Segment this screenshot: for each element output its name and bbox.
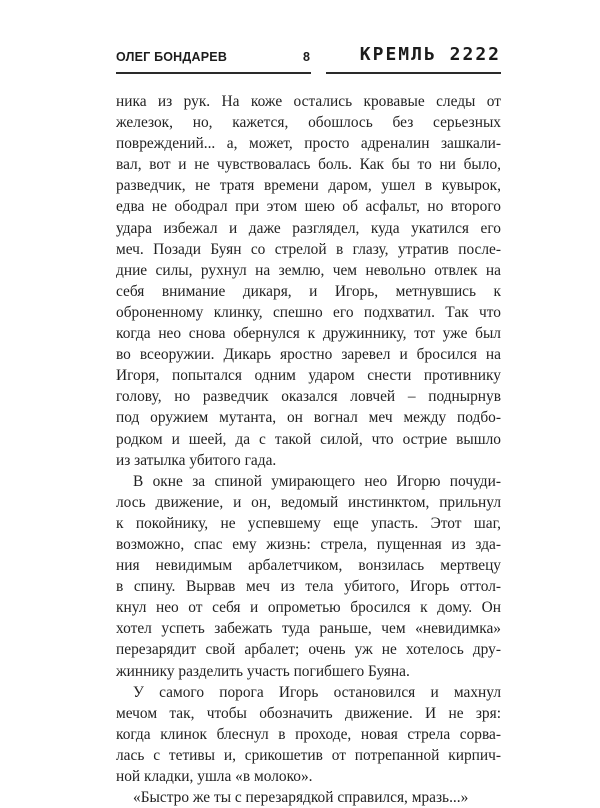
text-line: едва не ободрал при этом шею об асфальт, но второго <box>116 198 501 216</box>
text-line: возможно, спас ему жизнь: стрела, пущенная из зда- <box>116 535 501 553</box>
body-text <box>116 91 501 808</box>
text-line: меч. Позади Буян со стрелой в глазу, утратив после- <box>116 240 501 258</box>
text-line: Игоря, попытался одним ударом снести противнику <box>116 367 501 385</box>
header-page-number: 8 <box>303 50 310 64</box>
text-line: дние силы, рухнул на землю, чем невольно отвлек на <box>116 261 501 279</box>
text-line: вал, вот и не чувствовалась боль. Как бы то ни было, <box>116 156 501 174</box>
text-line: перезарядит свой арбалет; очень уж не хотелось дру- <box>116 641 501 659</box>
text-line: родком и шеей, да с такой силой, что острие вышло <box>116 430 501 448</box>
text-line: из затылка убитого гада. <box>116 451 277 469</box>
text-line: во всеоружии. Дикарь яростно заревел и бросился на <box>116 346 501 364</box>
text-line: себя внимание дикаря, и Игорь, метнувшись к <box>116 282 501 300</box>
header-series-title: КРЕМЛЬ 2222 <box>359 44 501 65</box>
text-line: кнул нео от себя и опрометью бросился к дому. Он <box>116 599 501 617</box>
text-line: удара избежал и даже разглядел, куда укатился его <box>116 219 501 237</box>
text-line: лось движение, и он, ведомый инстинктом, прильнул <box>116 493 501 511</box>
text-line: ной кладки, ушла «в молоко». <box>116 768 313 785</box>
text-line: оброненному клинку, спешно его подхватил. Так что <box>116 303 501 321</box>
header-rule-left <box>116 72 311 74</box>
header-author: ОЛЕГ БОНДАРЕВ <box>116 50 228 64</box>
text-line: голову, но разведчик оказался ловчей – поднырнув <box>116 388 501 406</box>
text-line: когда клинок блеснул в проходе, новая стрела сорва- <box>116 725 501 743</box>
text-line: «Быстро же ты с перезарядкой справился, мразь...» <box>133 789 469 807</box>
text-line: У самого порога Игорь остановился и махнул <box>133 683 501 701</box>
text-line: повреждений... а, может, просто адреналин зашкали- <box>116 135 501 153</box>
text-line: ника из рук. На коже остались кровавые следы от <box>116 93 501 110</box>
text-line: к покойнику, не успевшему еще упасть. Этот шаг, <box>116 514 501 532</box>
text-line: В окне за спиной умирающего нео Игорю почуди- <box>133 472 501 490</box>
text-line: разведчик, не тратя времени даром, ушел в кувырок, <box>116 177 501 195</box>
text-line: железок, но, кажется, обошлось без серьезных <box>116 114 501 132</box>
text-line: лась с тетивы и, срикошетив от потрепанной кирпич- <box>116 746 501 764</box>
text-line: под оружием мутанта, он вогнал меч между подбо- <box>116 409 501 427</box>
running-header <box>116 44 501 76</box>
text-line: мечом так, чтобы обозначить движение. И не зря: <box>116 704 501 722</box>
text-line: когда нео снова обернулся к дружиннику, тот уже был <box>116 325 501 343</box>
text-line: жиннику разделить участь погибшего Буяна. <box>116 662 410 680</box>
text-line: в спину. Вырвав меч из тела убитого, Игорь оттол- <box>116 578 501 596</box>
header-rule-right <box>326 72 501 74</box>
text-line: хотел успеть забежать туда раньше, чем «невидимка» <box>116 620 501 638</box>
text-line: ния невидимым арбалетчиком, вонзилась мертвецу <box>116 557 501 575</box>
